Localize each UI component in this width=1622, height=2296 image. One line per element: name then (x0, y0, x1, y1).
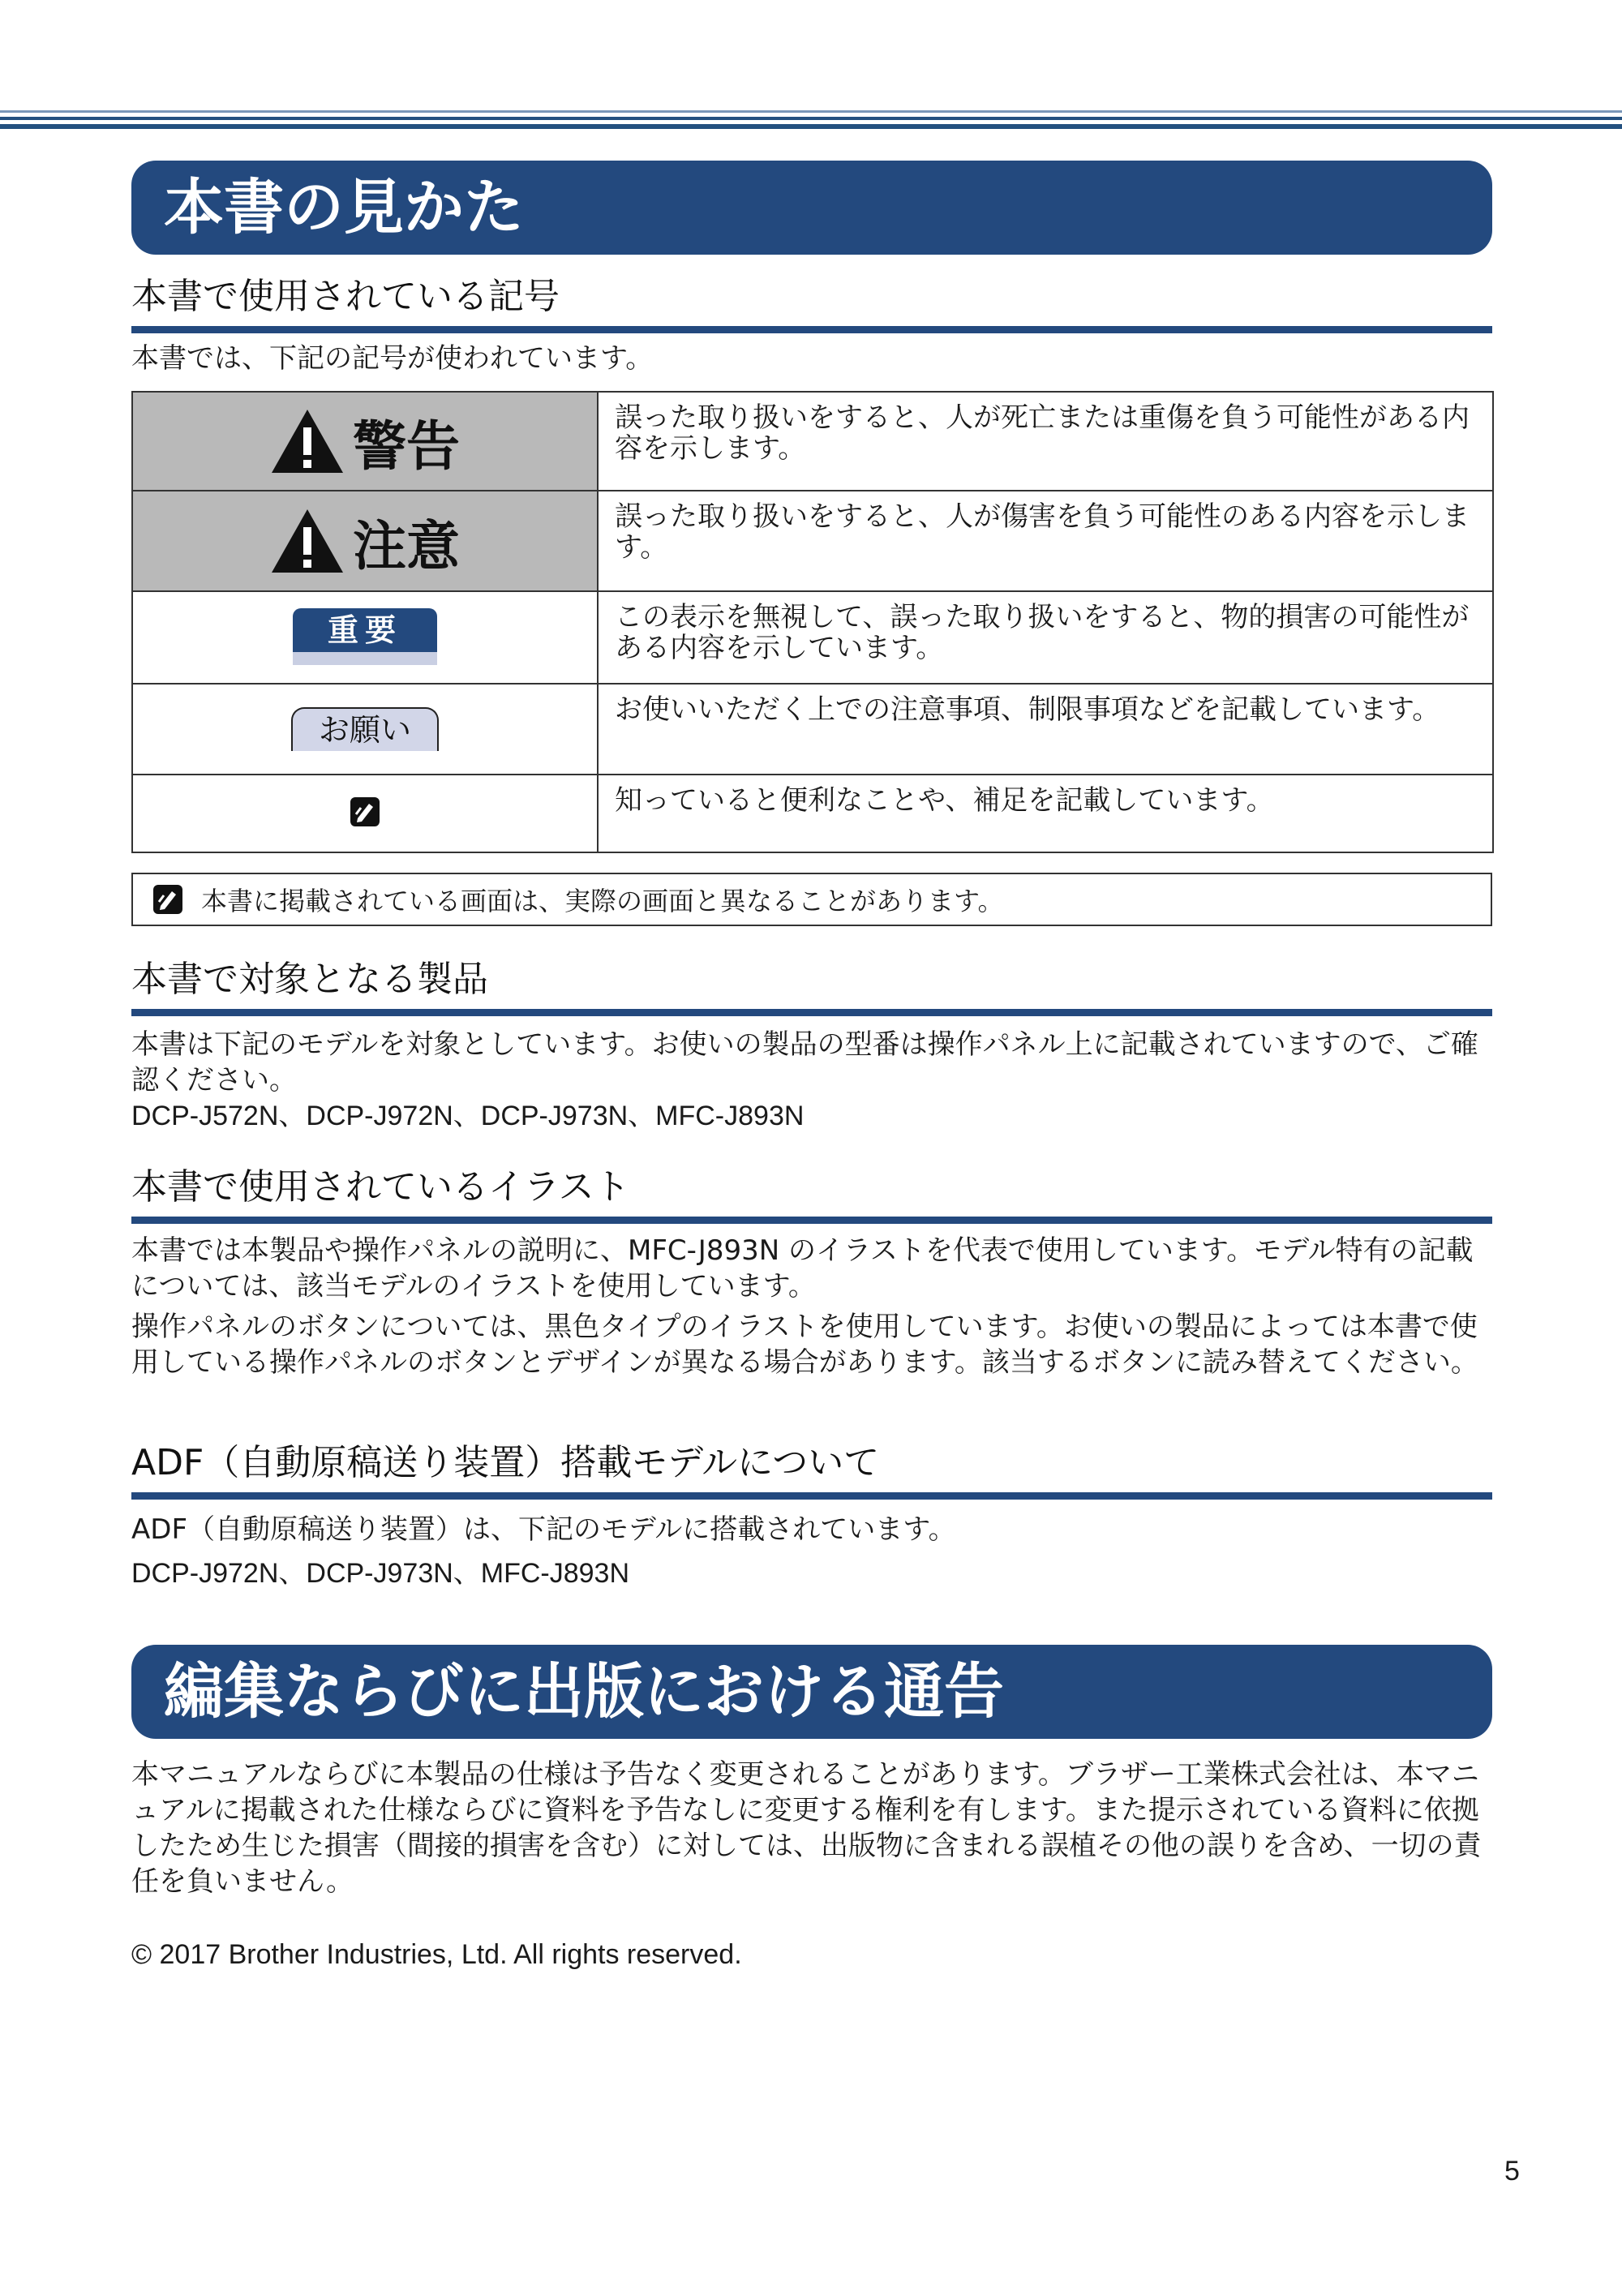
section-banner-notice: 編集ならびに出版における通告 (131, 1645, 1492, 1739)
caution-label: 注意 (353, 514, 460, 577)
important-badge (293, 608, 437, 667)
warning-label: 警告 (353, 414, 460, 478)
memo-description: 知っていると便利なことや、補足を記載しています。 (598, 775, 1493, 852)
warning-description: 誤った取り扱いをすると、人が死亡または重傷を負う可能性がある内容を示します。 (598, 392, 1493, 491)
request-description: お使いいただく上での注意事項、制限事項などを記載しています。 (598, 684, 1493, 775)
request-badge: お願い (291, 707, 439, 751)
memo-symbol-cell (132, 775, 598, 852)
memo-icon (152, 884, 183, 915)
symbols-intro: 本書では、下記の記号が使われています。 (131, 342, 654, 375)
illust-body-1: 本書では本製品や操作パネルの説明に、MFC-J893N のイラストを代表で使用しています。モデル特有の記載については、該当モデルのイラストを使用しています。 (131, 1234, 1474, 1302)
warning-symbol-cell (132, 392, 598, 491)
screen-note-box (131, 873, 1492, 926)
table-row (132, 392, 1493, 491)
screen-note-text: 本書に掲載されている画面は、実際の画面と異なることがあります。 (201, 886, 1004, 916)
illust-body-2: 操作パネルのボタンについては、黒色タイプのイラストを使用しています。お使いの製品によっては本書で使用している操作パネルのボタンとデザインが異なる場合があります。該当するボタンに読み替えてください。 (131, 1311, 1478, 1379)
section-banner-how-to-read: 本書の見かた (131, 161, 1492, 255)
adf-section-title: ADF（自動原稿送り装置）搭載モデルについて (131, 1439, 1492, 1500)
important-symbol-cell (132, 591, 598, 684)
table-row (132, 491, 1493, 591)
illust-section-title: 本書で使用されているイラスト (131, 1163, 1492, 1224)
copyright: © 2017 Brother Industries, Ltd. All rights reserved. (131, 1939, 742, 1970)
request-symbol-cell (132, 684, 598, 775)
important-description: この表示を無視して、誤った取り扱いをすると、物的損害の可能性がある内容を示しています。 (598, 591, 1493, 684)
symbols-table (131, 391, 1494, 853)
header-rules (0, 110, 1622, 133)
symbols-section-title: 本書で使用されている記号 (131, 273, 1492, 333)
products-models: DCP-J572N、DCP-J972N、DCP-J973N、MFC-J893N (131, 1101, 805, 1131)
notice-body: 本マニュアルならびに本製品の仕様は予告なく変更されることがあります。ブラザー工業株式会社は、本マニュアルに掲載された仕様ならびに資料を予告なしに変更する権利を有します。また提示されている資料に依拠したため生じた損害（間接的損害を含む）に対しては、出版物に含まれる誤植その他の誤りを含め、一切の責任を負いません。 (131, 1758, 1482, 1898)
memo-icon (350, 796, 380, 827)
table-row (132, 775, 1493, 852)
products-section-title: 本書で対象となる製品 (131, 955, 1492, 1016)
page-number: 5 (1504, 2156, 1520, 2187)
warning-triangle-icon (270, 408, 345, 474)
caution-symbol-cell (132, 491, 598, 591)
important-label: 重要 (293, 608, 437, 652)
table-row (132, 591, 1493, 684)
caution-description: 誤った取り扱いをすると、人が傷害を負う可能性のある内容を示します。 (598, 491, 1493, 591)
table-row (132, 684, 1493, 775)
caution-triangle-icon (270, 508, 345, 574)
adf-body: ADF（自動原稿送り装置）は、下記のモデルに搭載されています。 (131, 1513, 956, 1546)
adf-models: DCP-J972N、DCP-J973N、MFC-J893N (131, 1558, 630, 1589)
products-body: 本書は下記のモデルを対象としています。お使いの製品の型番は操作パネル上に記載されていますので、ご確認ください。 (131, 1028, 1478, 1097)
